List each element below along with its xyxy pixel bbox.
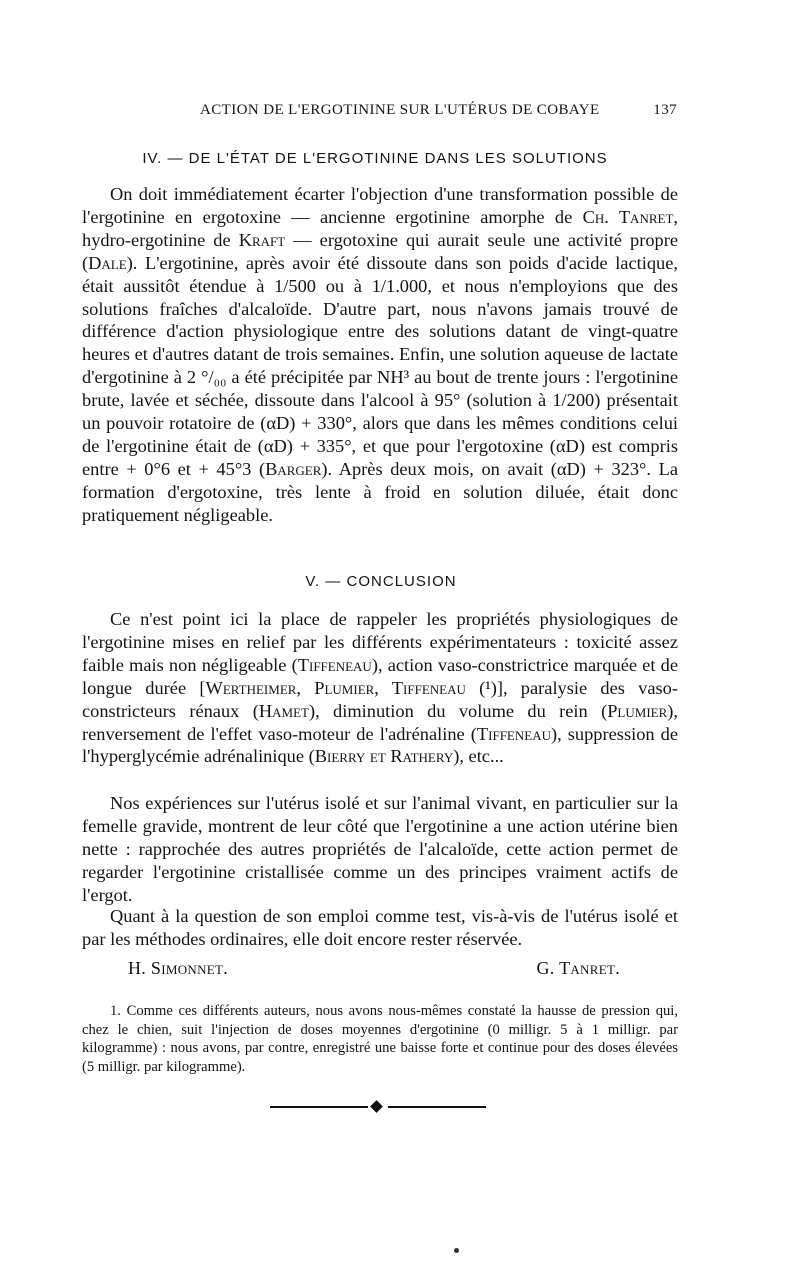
section-v-heading: V. — CONCLUSION bbox=[305, 573, 457, 590]
paragraph-experiments: Nos expériences sur l'utérus isolé et sur l'animal vivant, en particulier sur la femelle gravide, montrent de leur côté que l'ergotinine a une action utérine bien nette : rapprochée des autres propriétés de l'alcaloïde, cette action permet de regarder l'ergotinine cristallisée comme un des principes vraiment actifs de l'ergot. bbox=[82, 793, 678, 905]
ink-speck bbox=[454, 1248, 459, 1253]
paragraph-test-usage: Quant à la question de son emploi comme test, vis-à-vis de l'utérus isolé et par les méthodes ordinaires, elle doit encore rester réservée. bbox=[82, 906, 678, 949]
ornament-rule-left bbox=[270, 1106, 368, 1108]
section-iv-heading: IV. — DE L'ÉTAT DE L'ERGOTININE DANS LES SOLUTIONS bbox=[142, 150, 608, 167]
paragraph-properties: Ce n'est point ici la place de rappeler les propriétés physiologiques de l'ergotinine mises en relief par les différents expérimentateurs : toxicité assez faible mais non négligeable (Tiffeneau), action vaso-constrictrice marquée et de longue durée [Wertheimer, Plumier, Tiffeneau (¹)], paralysie des vaso-constricteurs rénaux (Hamet), diminution du volume du rein (Plumier), renversement de l'effet vaso-moteur de l'adrénaline (Tiffeneau), suppression de l'hyperglycémie adrénalinique (Bierry et Rathery), etc... bbox=[82, 609, 679, 767]
running-title: ACTION DE L'ERGOTININE SUR L'UTÉRUS DE COBAYE bbox=[200, 102, 600, 118]
author-simonnet: H. Simonnet. bbox=[128, 958, 229, 978]
section-end-ornament bbox=[270, 1100, 486, 1114]
footnote: 1. Comme ces différents auteurs, nous avons nous-mêmes constaté la hausse de pression qui, chez le chien, suit l'injection de doses moyennes d'ergotinine (0 milligr. 5 à 1 milligr. par kilogramme) : nous avons, par contre, enregistré une baisse forte et continue pour des doses élevées (5 milligr. par kilogramme). bbox=[82, 1003, 678, 1075]
diamond-icon bbox=[370, 1100, 383, 1113]
page-number: 137 bbox=[653, 102, 677, 118]
paragraph-solutions: On doit immédiatement écarter l'objection d'une transformation possible de l'ergotinine en ergotoxine — ancienne ergotinine amorphe de Ch. Tanret, hydro-ergotinine de Kraft — ergotoxine qui aurait seule une activité propre (Dale). L'ergotinine, après avoir été dissoute dans son poids d'acide lactique, était aussitôt étendue à 1/500 ou à 1/1.000, et nous n'employions que des solutions fraîches d'alcaloïde. D'autre part, nous n'avons jamais trouvé de différence d'action physiologique entre des solutions datant de vingt-quatre heures et d'autres datant de trois semaines. Enfin, une solution aqueuse de lactate d'ergotinine à 2 °/₀₀ a été précipitée par NH³ au bout de trente jours : l'ergotinine brute, lavée et séchée, dissoute dans l'alcool à 95° (solution à 1/200) présentait un pouvoir rotatoire de (αD) + 330°, alors que dans les mêmes conditions celui de l'ergotinine était de (αD) + 335°, et que pour l'ergotoxine (αD) est compris entre + 0°6 et + 45°3 (Barger). Après deux mois, on avait (αD) + 323°. La formation d'ergotoxine, très lente à froid en solution diluée, était donc pratiquement négligeable. bbox=[82, 184, 678, 525]
author-tanret: G. Tanret. bbox=[536, 958, 620, 978]
ornament-rule-right bbox=[388, 1106, 486, 1108]
